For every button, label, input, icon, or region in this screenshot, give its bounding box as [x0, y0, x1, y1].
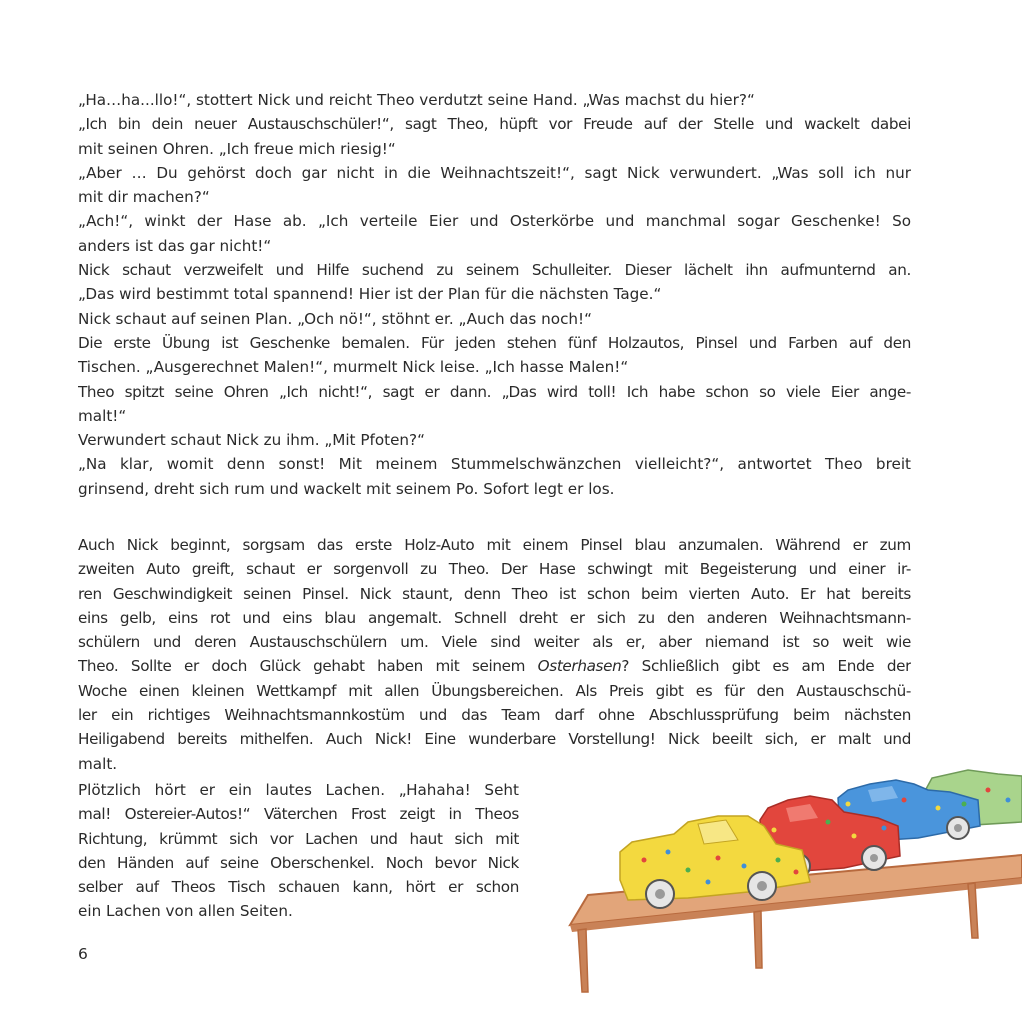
text-line: „Na klar, womit denn sonst! Mit meinem Stummelschwänzchen vielleicht?“, antwortet Theo breit [78, 455, 911, 474]
text-line: mit seinen Ohren. „Ich freue mich riesig!“ [78, 139, 396, 158]
text-line: Die erste Übung ist Geschenke bemalen. Für jeden stehen fünf Holzautos, Pinsel und Farben auf den [78, 333, 911, 352]
text-line: Heiligabend bereits mithelfen. Auch Nick! Eine wunderbare Vorstellung! Nick beeilt sich, er malt und [78, 730, 911, 749]
text-line: malt. [78, 754, 118, 773]
text-line: ein Lachen von allen Seiten. [78, 902, 293, 921]
text-segment: ? Schließlich gibt es am Ende der [621, 657, 911, 676]
paragraph-dialogue [78, 88, 911, 501]
paragraph-laughter [78, 778, 519, 924]
text-line: grinsend, dreht sich rum und wackelt mit seinem Po. Sofort legt er los. [78, 479, 615, 498]
paragraph-painting [78, 533, 911, 776]
text-line: Auch Nick beginnt, sorgsam das erste Holz-Auto mit einem Pinsel blau anzumalen. Während er zum [78, 536, 911, 554]
text-line: den Händen auf seine Oberschenkel. Noch bevor Nick [78, 853, 519, 872]
text-line: ler ein richtiges Weihnachtsmannkostüm und das Team darf ohne Abschlussprüfung beim nächsten [78, 706, 911, 725]
text-line: „Aber … Du gehörst doch gar nicht in die Weihnachtszeit!“, sagt Nick verwundert. „Was soll ich nur [78, 163, 911, 182]
emphasis-osterhasen: Osterhasen [537, 657, 622, 676]
text-line: „Das wird bestimmt total spannend! Hier ist der Plan für die nächsten Tage.“ [78, 285, 662, 304]
text-line: Nick schaut auf seinen Plan. „Och nö!“, stöhnt er. „Auch das noch!“ [78, 309, 593, 328]
text-line: Richtung, krümmt sich vor Lachen und haut sich mit [78, 829, 519, 848]
text-line: Tischen. „Ausgerechnet Malen!“, murmelt Nick leise. „Ich hasse Malen!“ [78, 358, 629, 377]
text-line: mal! Ostereier-Autos!“ Väterchen Frost zeigt in Theos [78, 805, 519, 824]
text-line: zweiten Auto greift, schaut er sorgenvoll zu Theo. Der Hase schwingt mit Begeisterung und einer ir- [78, 560, 911, 579]
page-number: 6 [78, 945, 88, 963]
text-line: Nick schaut verzweifelt und Hilfe suchend zu seinem Schulleiter. Dieser lächelt ihn aufmunternd an. [78, 261, 911, 280]
text-line: Woche einen kleinen Wettkampf mit allen Übungsbereichen. Als Preis gibt es für den Austauschschü- [78, 681, 911, 700]
text-line: Verwundert schaut Nick zu ihm. „Mit Pfoten?“ [78, 431, 425, 450]
text-line-with-emphasis [78, 654, 911, 678]
text-line: „Ha…ha...llo!“, stottert Nick und reicht Theo verdutzt seine Hand. „Was machst du hier?“ [78, 91, 755, 109]
text-line: Theo spitzt seine Ohren „Ich nicht!“, sagt er dann. „Das wird toll! Ich habe schon so viele Eier ange- [78, 382, 911, 401]
text-line: anders ist das gar nicht!“ [78, 236, 272, 255]
text-line: mit dir machen?“ [78, 188, 210, 207]
text-line: „Ach!“, winkt der Hase ab. „Ich verteile Eier und Osterkörbe und manchmal sogar Geschenke! So [78, 212, 911, 231]
text-line: „Ich bin dein neuer Austauschschüler!“, sagt Theo, hüpft vor Freude auf der Stelle und wackelt dabei [78, 115, 911, 134]
text-line: selber auf Theos Tisch schauen kann, hört er schon [78, 878, 519, 897]
text-segment: Theo. Sollte er doch Glück gehabt haben mit seinem [78, 657, 538, 676]
text-line: malt!“ [78, 406, 127, 425]
text-line: eins gelb, eins rot und eins blau angemalt. Schnell dreht er sich zu den anderen Weihnachtsmann- [78, 608, 911, 627]
text-line: ren Geschwindigkeit seinen Pinsel. Nick staunt, denn Theo ist schon beim vierten Auto. Er hat bereits [78, 584, 911, 603]
text-line: schülern und deren Austauschschülern um. Viele sind weiter als er, aber niemand ist so weit wie [78, 633, 911, 652]
painted-cars-illustration [548, 760, 1022, 1010]
text-line: Plötzlich hört er ein lautes Lachen. „Hahaha! Seht [78, 781, 519, 799]
